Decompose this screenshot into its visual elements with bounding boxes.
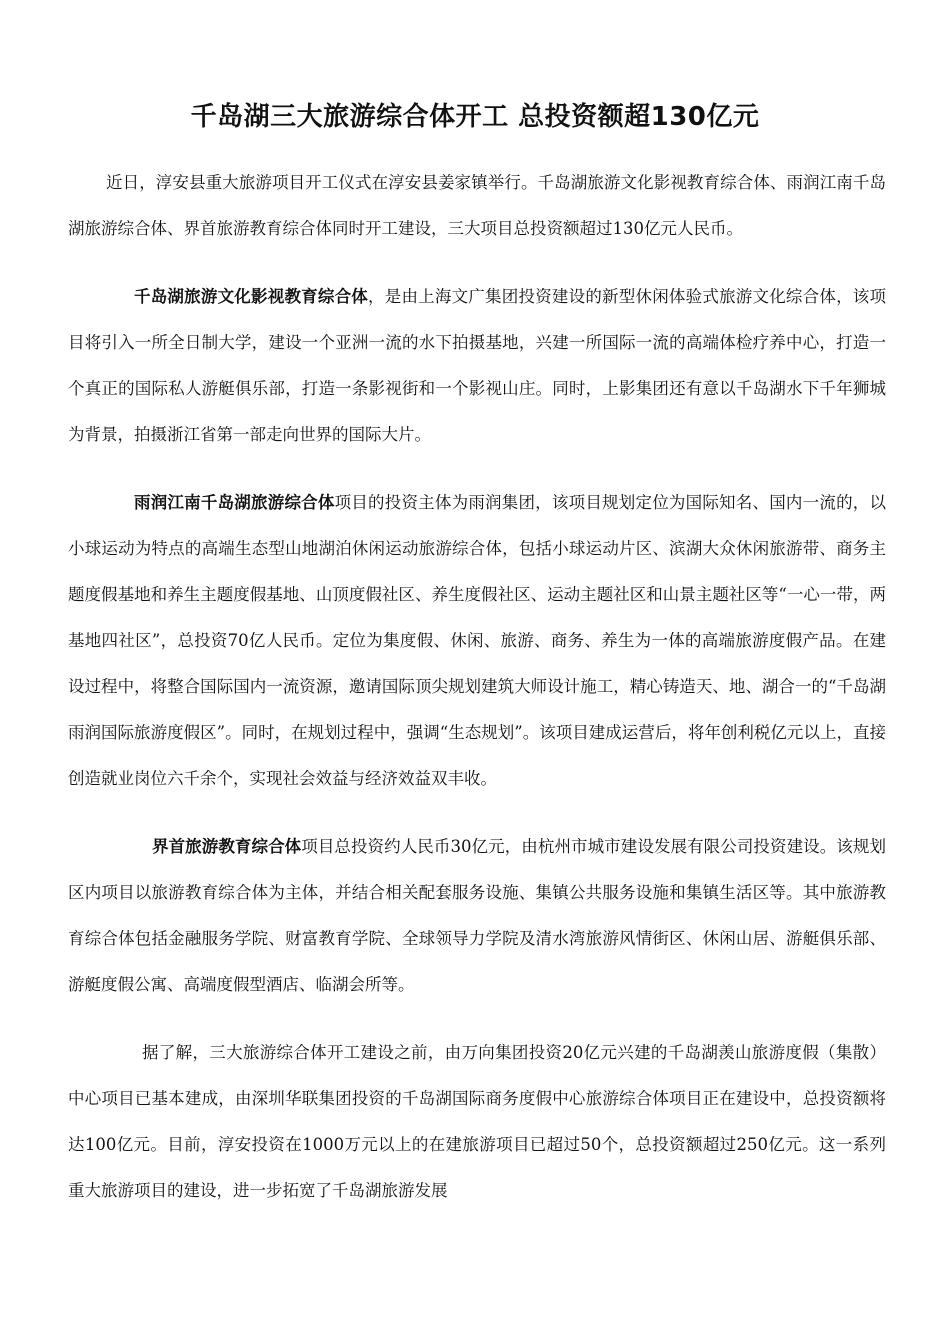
- paragraph-lead: 千岛湖旅游文化影视教育综合体: [134, 287, 369, 306]
- paragraph-film-education-complex: [68, 274, 886, 458]
- article-title: 千岛湖三大旅游综合体开工 总投资额超130亿元: [190, 102, 760, 133]
- paragraph-text: ，是由上海文广集团投资建设的新型休闲体验式旅游文化综合体，该项目将引入一所全日制大学，建设一个亚洲一流的水下拍摄基地，兴建一所国际一流的高端体检疗养中心，打造一个真正的国际私人游艇俱乐部，打造一条影视街和一个影视山庄。同时，上影集团还有意以千岛湖水下千年狮城为背景，拍摄浙江省第一部走向世界的国际大片。: [68, 287, 887, 444]
- paragraph-intro: [68, 160, 886, 252]
- paragraph-text: 项目总投资约人民币30亿元，由杭州市城市建设发展有限公司投资建设。该规划区内项目以旅游教育综合体为主体，并结合相关配套服务设施、集镇公共服务设施和集镇生活区等。其中旅游教育综合体包括金融服务学院、财富教育学院、全球领导力学院及清水湾旅游风情街区、休闲山居、游艇俱乐部、游艇度假公寓、高端度假型酒店、临湖会所等。: [68, 837, 886, 994]
- paragraph-text: 近日，淳安县重大旅游项目开工仪式在淳安县姜家镇举行。千岛湖旅游文化影视教育综合体、雨润江南千岛湖旅游综合体、界首旅游教育综合体同时开工建设，三大项目总投资额超过130亿元人民币。: [68, 173, 886, 238]
- paragraph-yurun-complex: [68, 480, 886, 802]
- paragraph-background: [68, 1030, 886, 1214]
- paragraph-lead: 雨润江南千岛湖旅游综合体: [134, 493, 335, 512]
- paragraph-jieshou-complex: [68, 824, 886, 1008]
- paragraph-text: 据了解，三大旅游综合体开工建设之前，由万向集团投资20亿元兴建的千岛湖羡山旅游度假（集散）中心项目已基本建成，由深圳华联集团投资的千岛湖国际商务度假中心旅游综合体项目正在建设中，总投资额将达100亿元。目前，淳安投资在1000万元以上的在建旅游项目已超过50个，总投资额超过250亿元。这一系列重大旅游项目的建设，进一步拓宽了千岛湖旅游发展: [68, 1043, 886, 1200]
- paragraph-lead: 界首旅游教育综合体: [152, 837, 302, 856]
- article-body: [68, 160, 886, 1214]
- paragraph-text: 项目的投资主体为雨润集团，该项目规划定位为国际知名、国内一流的，以小球运动为特点的高端生态型山地湖泊休闲运动旅游综合体，包括小球运动片区、滨湖大众休闲旅游带、商务主题度假基地和养生主题度假基地、山顶度假社区、养生度假社区、运动主题社区和山景主题社区等“一心一带，两基地四社区”，总投资70亿人民币。定位为集度假、休闲、旅游、商务、养生为一体的高端旅游度假产品。在建设过程中，将整合国际国内一流资源，邀请国际顶尖规划建筑大师设计施工，精心铸造天、地、湖合一的“千岛湖雨润国际旅游度假区”。同时，在规划过程中，强调“生态规划”。该项目建成运营后，将年创利税亿元以上，直接创造就业岗位六千余个，实现社会效益与经济效益双丰收。: [68, 493, 887, 788]
